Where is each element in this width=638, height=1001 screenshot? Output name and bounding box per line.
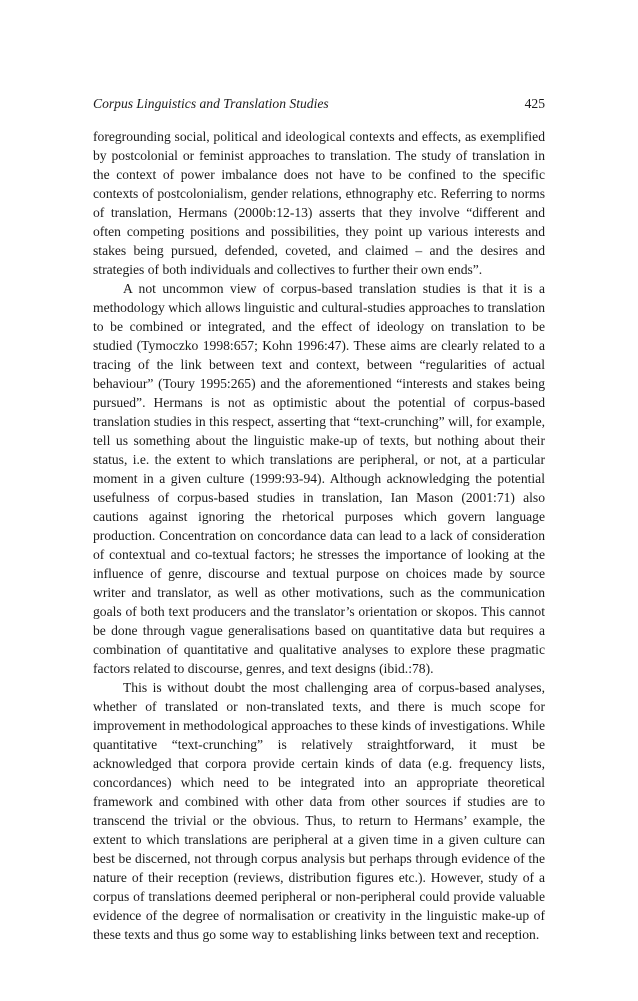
paragraph-1: foregrounding social, political and ideological contexts and effects, as exemplified by postcolonial or feminist approaches to translation. The study of translation in the context of power imbalance does not have to be confined to the specific contexts of postcolonialism, gender relations, ethnography etc. Referring to norms of translation, Hermans (2000b:12-13) asserts that they involve “different and often competing positions and possibilities, they point up various interests and stakes being pursued, defended, coveted, and claimed – and the desires and strategies of both individuals and collectives to further their own ends”. bbox=[93, 129, 545, 277]
paragraph-2: A not uncommon view of corpus-based translation studies is that it is a methodology which allows linguistic and cultural-studies approaches to translation to be combined or integrated, and the effect of ideology on translation to be studied (Tymoczko 1998:657; Kohn 1996:47). These aims are clearly related to a tracing of the link between text and context, between “regularities of actual behaviour” (Toury 1995:265) and the aforementioned “interests and stakes being pursued”. Hermans is not as optimistic about the potential of corpus-based translation studies in this respect, asserting that “text-crunching” will, for example, tell us something about the linguistic make-up of texts, but nothing about their status, i.e. the extent to which translations are peripheral, or not, at a particular moment in a given culture (1999:93-94). Although acknowledging the potential usefulness of corpus-based studies in translation, Ian Mason (2001:71) also cautions against ignoring the rhetorical purposes which govern language production. Concentration on concordance data can lead to a lack of consideration of contextual and co-textual factors; he stresses the importance of looking at the influence of genre, discourse and textual purpose on choices made by source writer and translator, as well as other motivations, such as the communication goals of both text producers and the translator’s orientation or skopos. This cannot be done through vague generalisations based on quantitative data but requires a combination of quantitative and qualitative analyses to explore these pragmatic factors related to discourse, genres, and text designs (ibid.:78). bbox=[93, 281, 545, 676]
body-text bbox=[93, 127, 545, 944]
page-number: 425 bbox=[524, 96, 545, 111]
running-header bbox=[93, 94, 545, 114]
running-title: Corpus Linguistics and Translation Studies bbox=[93, 96, 329, 111]
paragraph-3: This is without doubt the most challenging area of corpus-based analyses, whether of translated or non-translated texts, and there is much scope for improvement in methodological approaches to these kinds of investigations. While quantitative “text-crunching” is relatively straightforward, it must be acknowledged that corpora provide certain kinds of data (e.g. frequency lists, concordances) which need to be integrated into an appropriate theoretical framework and combined with other data from other sources if studies are to transcend the trivial or the obvious. Thus, to return to Hermans’ example, the extent to which translations are peripheral at a given time in a given culture can best be discerned, not through corpus analysis but perhaps through evidence of the nature of their reception (reviews, distribution figures etc.). However, study of a corpus of translations deemed peripheral or non-peripheral could provide valuable evidence of the degree of normalisation or creativity in the linguistic make-up of these texts and thus go some way to establishing links between text and reception. bbox=[93, 680, 545, 942]
